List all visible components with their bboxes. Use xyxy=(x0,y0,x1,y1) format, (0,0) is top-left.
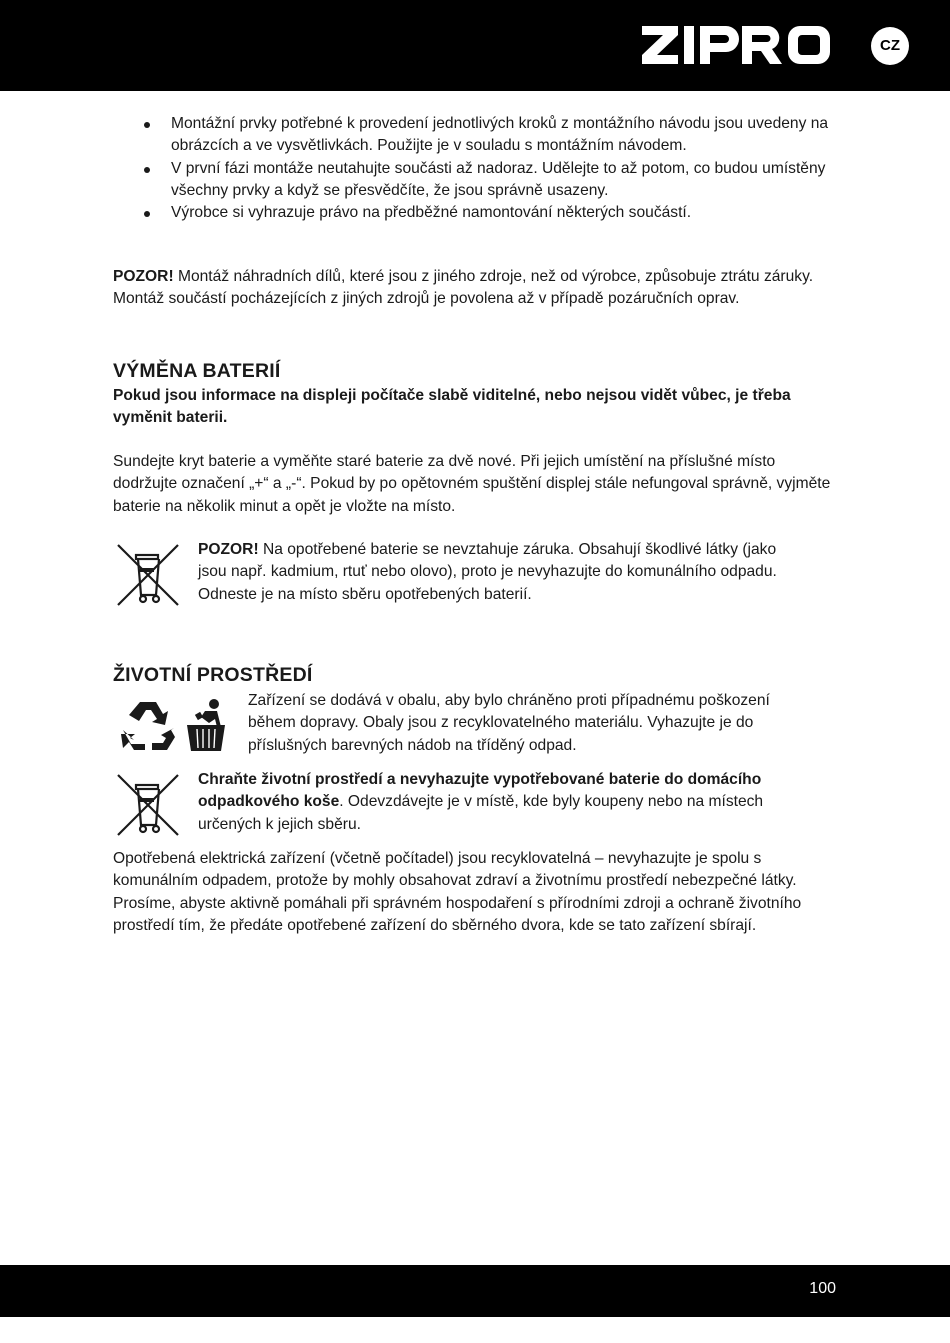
battery-disposal-text: Chraňte životní prostředí a nevyhazujte vypotřebované baterie do domácího odpadkového koše. Odevzdávejte je v místě, kde byly koupeny nebo na místech určených k jejich sběru. xyxy=(198,771,764,833)
page-header xyxy=(0,0,950,91)
battery-heading: VÝMĚNA BATERIÍ xyxy=(113,360,281,382)
electrical-disposal-text: Opotřebená elektrická zařízení (včetně počítadel) jsou recyklovatelná – nevyhazujte je spolu s komunálním odpadem, protože by mohly obsahovat zdraví a životnímu prostředí nebezpečné látky. Prosíme, abyste aktivně pomáhali při správném hospodaření s přírodními zdroji a ochraně životního prostředí tím, že předáte opotřebené zařízení do sběrného dvora, kde se tato zařízení sbírají. xyxy=(113,850,802,934)
battery-warning: POZOR! Na opotřebené baterie se nevztahuje záruka. Obsahují škodlivé látky (jako jsou např. kadmium, rtuť nebo olovo), proto je nevyhazujte do komunálního odpadu. Odneste je na místo sběru opotřebených baterií. xyxy=(198,541,777,603)
list-item: Výrobce si vyhrazuje právo na předběžné namontování některých součástí. xyxy=(113,202,833,224)
language-badge: CZ xyxy=(871,27,909,65)
recycle-icon xyxy=(121,700,175,752)
crossed-bin-icon xyxy=(116,543,180,607)
tidyman-icon xyxy=(183,697,229,753)
packaging-text: Zařízení se dodává v obalu, aby bylo chráněno proti případnému poškození během dopravy. Obaly jsou z recyklovatelného materiálu. Vyhazujte je do příslušných barevných nádob na tříděný odpad. xyxy=(248,692,770,754)
warning-label: POZOR! xyxy=(198,541,259,558)
list-item: Montážní prvky potřebné k provedení jednotlivých kroků z montážního návodu jsou uvedeny na obrázcích a ve vysvětlivkách. Použijte je v souladu s montážním návodem. xyxy=(113,113,833,158)
environment-heading: ŽIVOTNÍ PROSTŘEDÍ xyxy=(113,664,313,686)
page-footer xyxy=(0,1265,950,1317)
warning-label: POZOR! xyxy=(113,268,174,285)
page-number: 100 xyxy=(809,1280,836,1297)
battery-lead: Pokud jsou informace na displeji počítače slabě viditelné, nebo nejsou vidět vůbec, je třeba vyměnit baterii. xyxy=(113,387,791,427)
assembly-warning xyxy=(113,266,843,311)
crossed-bin-icon xyxy=(116,773,180,837)
battery-instructions: Sundejte kryt baterie a vyměňte staré baterie za dvě nové. Při jejich umístění na příslušné místo dodržujte označení „+“ a „-“. Pokud by po opětovném spuštění displej stále nefungoval správně, vyjměte baterie na několik minut a opět je vložte na místo. xyxy=(113,453,831,515)
warning-text: Montáž náhradních dílů, které jsou z jiného zdroje, než od výrobce, způsobuje ztrátu záruky. Montáž součástí pocházejících z jiných zdrojů je povolena až v případě pozáručních oprav. xyxy=(113,268,814,308)
zipro-logo xyxy=(640,22,832,68)
assembly-notes-list xyxy=(113,113,833,224)
list-item: V první fázi montáže neutahujte součásti až nadoraz. Udělejte to až potom, co budou umístěny všechny prvky a když se přesvědčíte, že jsou správně usazeny. xyxy=(113,158,833,203)
